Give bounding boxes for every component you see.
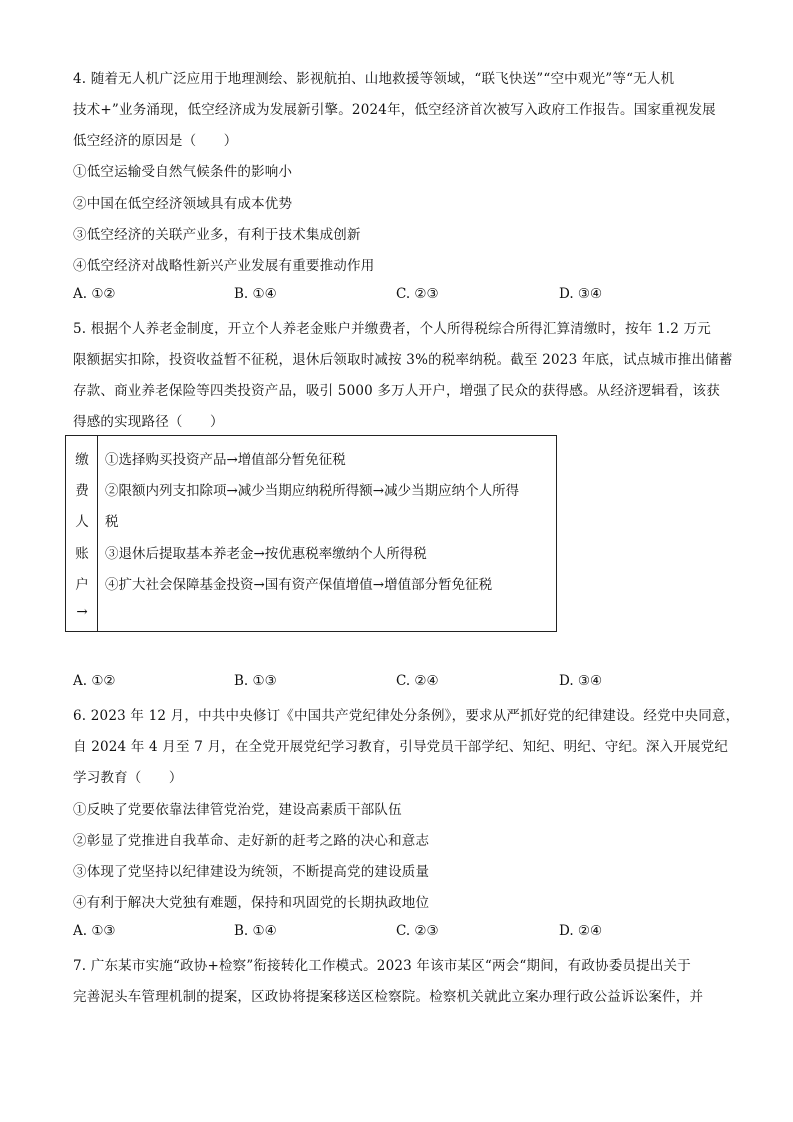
q5-box-item-3: ③退休后提取基本养老金→按优惠税率缴纳个人所得税 [105, 546, 427, 562]
q4-option-d: D. ③④ [559, 286, 603, 302]
q4-item-4: ④低空经济对战略性新兴产业发展有重要推动作用 [73, 258, 375, 274]
q5-pathway-table [65, 435, 557, 632]
q5-option-b: B. ①③ [234, 673, 277, 689]
q6-options [73, 923, 733, 943]
q5-box-item-2: ②限额内列支扣除项→减少当期应纳税所得额→减少当期应纳个人所得 [105, 483, 520, 499]
q5-label-char: 费 [75, 483, 89, 499]
q6-stem-line-3: 学习教育（ ） [73, 770, 183, 786]
q4-options [73, 286, 733, 306]
q5-label-char: 户 [75, 577, 89, 593]
q7-stem-line-1: 7. 广东某市实施“政协+检察”衔接转化工作模式。2023 年该市某区“两会“期间，有政协委员提出关于 [73, 958, 691, 974]
q6-item-4: ④有利于解决大党独有难题，保持和巩固党的长期执政地位 [73, 895, 430, 911]
q5-box-item-4: ④扩大社会保障基金投资→国有资产保值增值→增值部分暂免征税 [105, 577, 493, 593]
q4-item-1: ①低空运输受自然气候条件的影响小 [73, 164, 293, 180]
q6-stem-line-1: 6. 2023 年 12 月，中共中央修订《中国共产党纪律处分条例》，要求从严抓好党的纪律建设。经党中央同意， [73, 708, 740, 724]
q5-label-char: 人 [75, 514, 89, 530]
q6-option-b: B. ①④ [234, 923, 277, 939]
q5-table-label-column [66, 436, 98, 631]
q5-options [73, 673, 733, 693]
q5-option-a: A. ①② [73, 673, 116, 689]
q6-item-2: ②彰显了党推进自我革命、走好新的赶考之路的决心和意志 [73, 833, 430, 849]
q6-stem-line-2: 自 2024 年 4 月至 7 月，在全党开展党纪学习教育，引导党员干部学纪、知纪、明纪、守纪。深入开展党纪 [73, 739, 729, 755]
q5-stem-line-1: 5. 根据个人养老金制度，开立个人养老金账户并缴费者，个人所得税综合所得汇算清缴时，按年 1.2 万元 [73, 321, 711, 337]
q4-stem-line-3: 低空经济的原因是（ ） [73, 133, 238, 149]
q4-option-c: C. ②③ [396, 286, 439, 302]
q5-box-item-2-cont: 税 [105, 514, 119, 530]
q6-option-c: C. ②③ [396, 923, 439, 939]
q6-option-a: A. ①③ [73, 923, 116, 939]
q4-item-3: ③低空经济的关联产业多，有利于技术集成创新 [73, 227, 361, 243]
q5-stem-line-3: 存款、商业养老保险等四类投资产品，吸引 5000 多万人开户，增强了民众的获得感。从经济逻辑看，该获 [73, 383, 720, 399]
q5-option-d: D. ③④ [559, 673, 603, 689]
q5-label-char: → [76, 604, 88, 620]
q6-item-1: ①反映了党要依靠法律管党治党，建设高素质干部队伍 [73, 802, 402, 818]
q6-item-3: ③体现了党坚持以纪律建设为统领，不断提高党的建设质量 [73, 864, 430, 880]
q5-box-item-1: ①选择购买投资产品→增值部分暂免征税 [105, 452, 346, 468]
q4-stem-line-1: 4. 随着无人机广泛应用于地理测绘、影视航拍、山地救援等领域，“联飞快送”“空中观光”等“无人机 [73, 71, 675, 87]
q4-stem-line-2: 技术+”业务涌现，低空经济成为发展新引擎。2024年，低空经济首次被写入政府工作报告。国家重视发展 [73, 102, 716, 118]
q5-label-char: 缴 [75, 452, 89, 468]
q4-option-b: B. ①④ [234, 286, 277, 302]
q5-stem-line-2: 限额据实扣除，投资收益暂不征税，退休后领取时减按 3%的税率纳税。截至 2023 年底，试点城市推出储蓄 [73, 352, 733, 368]
q7-stem-line-2: 完善泥头车管理机制的提案，区政协将提案移送区检察院。检察机关就此立案办理行政公益诉讼案件，并 [73, 989, 704, 1005]
q5-label-char: 账 [75, 546, 89, 562]
q5-stem-line-4: 得感的实现路径（ ） [73, 414, 224, 430]
q4-item-2: ②中国在低空经济领域具有成本优势 [73, 196, 293, 212]
q4-option-a: A. ①② [73, 286, 116, 302]
q6-option-d: D. ②④ [559, 923, 603, 939]
q5-option-c: C. ②④ [396, 673, 439, 689]
